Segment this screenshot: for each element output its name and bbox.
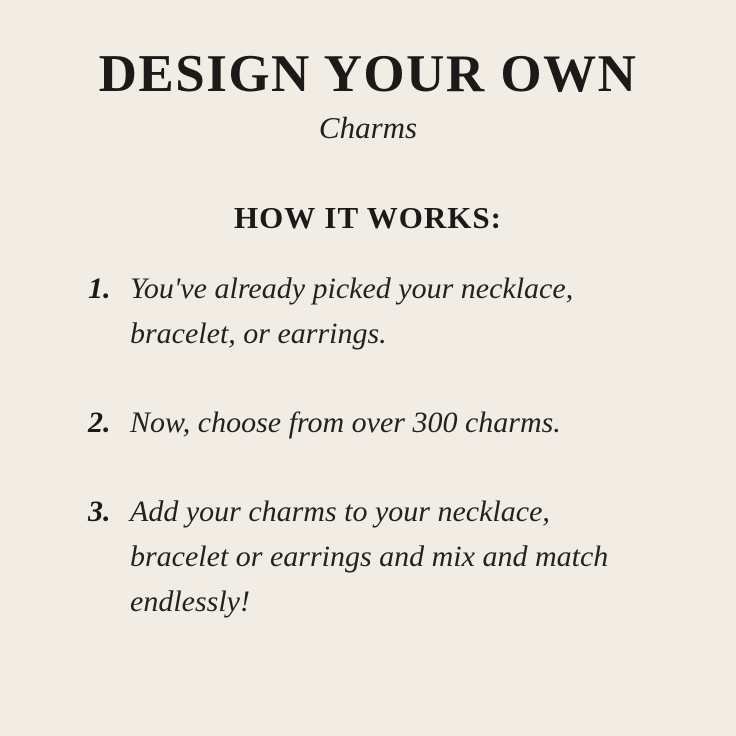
page-subtitle: Charms [318,109,418,145]
list-item [88,266,736,356]
page-title: DESIGN YOUR OWN [98,45,638,103]
section-heading: HOW IT WORKS: [234,200,502,236]
steps-list [0,266,736,624]
step-number: 3. [88,494,111,528]
step-text: Now, choose from over 300 charms. [130,405,561,439]
step-number: 1. [88,271,111,305]
list-item [88,489,736,624]
step-text: You've already picked your necklace, bracelet, or earrings. [130,271,574,350]
list-item [88,400,736,445]
step-number: 2. [88,405,111,439]
step-text: Add your charms to your necklace, bracelet or earrings and mix and match endlessly! [130,494,609,618]
